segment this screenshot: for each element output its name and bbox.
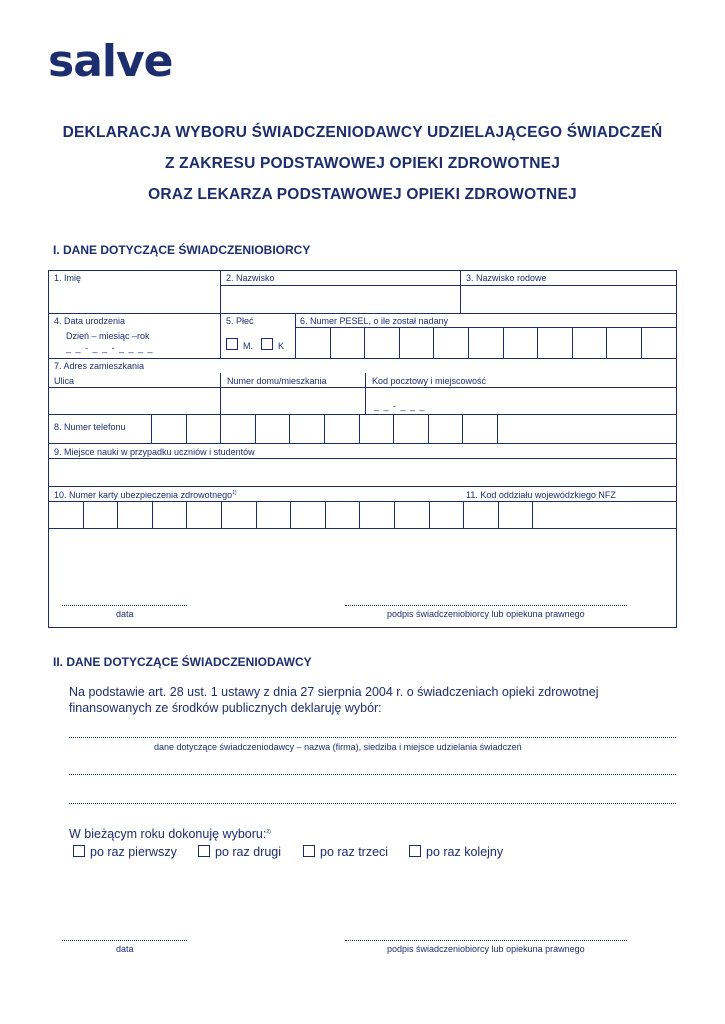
karta-digit-cell[interactable] — [221, 501, 257, 528]
pesel-digit-cell[interactable] — [330, 328, 366, 358]
plec-label: 5. Płeć — [226, 316, 254, 326]
imie-label: 1. Imię — [54, 273, 82, 283]
adres-label: 7. Adres zamieszkania — [54, 361, 145, 371]
provider-line-1[interactable] — [69, 737, 676, 738]
nazwisko-field[interactable] — [221, 286, 459, 313]
provider-line-2[interactable] — [69, 774, 676, 775]
podpis-label-2: podpis świadczeniobiorcy lub opiekuna prawnego — [387, 944, 585, 954]
karta-digit-cell[interactable] — [117, 501, 153, 528]
plec-k-option[interactable]: K — [261, 338, 284, 351]
pesel-digit-cell[interactable] — [433, 328, 469, 358]
nazwisko-label: 2. Nazwisko — [226, 273, 275, 283]
title-line-3: ORAZ LEKARZA PODSTAWOWEJ OPIEKI ZDROWOTNEJ — [148, 186, 577, 203]
pesel-digit-cell[interactable] — [399, 328, 435, 358]
phone-digit-cell[interactable] — [220, 414, 256, 443]
oddzial-label: 11. Kod oddziału wojewódzkiego NFZ — [466, 490, 616, 500]
karta-label: 10. Numer karty ubezpieczenia zdrowotnego$^{1)}$ — [54, 490, 237, 500]
title-line-1: DEKLARACJA WYBORU ŚWIADCZENIODAWCY UDZIELAJĄCEGO ŚWIADCZEŃ — [62, 124, 663, 141]
data-urodzenia-mask[interactable]: _ _ - _ _ - _ _ _ _ — [66, 343, 154, 353]
checkbox-icon[interactable] — [198, 845, 210, 857]
wybor-label: W bieżącym roku dokonuję wyboru:$^{2)}$ — [69, 827, 271, 842]
karta-digit-cell[interactable] — [48, 501, 84, 528]
pesel-digit-cell[interactable] — [606, 328, 642, 358]
title-line-2: Z ZAKRESU PODSTAWOWEJ OPIEKI ZDROWOTNEJ — [164, 155, 561, 172]
wybor-footnote: 2) — [266, 829, 271, 835]
legal-paragraph-line-2: finansowanych ze środków publicznych deklaruję wybór: — [69, 701, 382, 715]
phone-digit-cell[interactable] — [151, 414, 187, 443]
checkbox-icon[interactable] — [303, 845, 315, 857]
pesel-digit-cell[interactable] — [572, 328, 608, 358]
karta-digit-cell[interactable] — [498, 501, 534, 528]
data-label-2: data — [116, 944, 134, 954]
ulica-label: Ulica — [54, 376, 75, 386]
phone-digit-cell[interactable] — [359, 414, 395, 443]
karta-digit-cell[interactable] — [152, 501, 188, 528]
checkbox-icon[interactable] — [409, 845, 421, 857]
checkbox-icon[interactable] — [261, 338, 273, 350]
numer-domu-field[interactable] — [221, 388, 364, 413]
imie-field[interactable] — [49, 285, 219, 313]
checkbox-icon[interactable] — [73, 845, 85, 857]
karta-digit-cell[interactable] — [83, 501, 119, 528]
phone-digit-cell[interactable] — [393, 414, 429, 443]
data-label-1: data — [116, 609, 134, 619]
phone-digit-cell[interactable] — [255, 414, 291, 443]
option-kolejny[interactable]: po raz kolejny — [409, 845, 503, 859]
karta-footnote: 1) — [232, 490, 237, 496]
data-line-1[interactable] — [62, 605, 187, 606]
pesel-digit-cell[interactable] — [468, 328, 504, 358]
podpis-label-1: podpis świadczeniobiorcy lub opiekuna prawnego — [387, 609, 585, 619]
phone-digit-cell[interactable] — [186, 414, 222, 443]
phone-digit-cell[interactable] — [324, 414, 360, 443]
karta-digit-cell[interactable] — [256, 501, 292, 528]
provider-line-3[interactable] — [69, 803, 676, 804]
salve-logo: salve — [48, 36, 173, 87]
telefon-label: 8. Numer telefonu — [54, 422, 126, 432]
nazwisko-rodowe-label: 3. Nazwisko rodowe — [466, 273, 547, 283]
pesel-digit-cell[interactable] — [364, 328, 400, 358]
kod-pocztowy-field[interactable]: _ _ - _ _ _ — [374, 401, 426, 411]
karta-digit-cell[interactable] — [463, 501, 499, 528]
karta-digit-cell[interactable] — [359, 501, 395, 528]
karta-digit-cell[interactable] — [186, 501, 222, 528]
karta-digit-cell[interactable] — [429, 501, 465, 528]
option-pierwszy[interactable]: po raz pierwszy — [73, 845, 177, 859]
nazwisko-rodowe-field[interactable] — [461, 286, 674, 313]
option-trzeci[interactable]: po raz trzeci — [303, 845, 388, 859]
pesel-digit-cell[interactable] — [295, 328, 331, 358]
karta-digit-cell[interactable] — [394, 501, 430, 528]
phone-digit-cell[interactable] — [462, 414, 498, 443]
ulica-field[interactable] — [49, 388, 219, 413]
pesel-label: 6. Numer PESEL, o ile został nadany — [300, 316, 449, 326]
pesel-digit-cell[interactable] — [503, 328, 539, 358]
plec-m-option[interactable]: M. — [226, 338, 253, 351]
pesel-digit-cell[interactable] — [537, 328, 573, 358]
phone-digit-cell[interactable] — [428, 414, 464, 443]
data-urodzenia-label: 4. Data urodzenia — [54, 316, 126, 326]
legal-paragraph-line-1: Na podstawie art. 28 ust. 1 ustawy z dnia 27 sierpnia 2004 r. o świadczeniach opieki zdrowotnej — [69, 685, 599, 699]
miejsce-nauki-label: 9. Miejsce nauki w przypadku uczniów i studentów — [54, 447, 255, 457]
checkbox-icon[interactable] — [226, 338, 238, 350]
podpis-line-1[interactable] — [345, 605, 627, 606]
karta-digit-cell[interactable] — [325, 501, 361, 528]
pesel-digit-cell[interactable] — [641, 328, 677, 358]
miejsce-nauki-field[interactable] — [49, 459, 675, 485]
kod-pocztowy-label: Kod pocztowy i miejscowość — [372, 376, 487, 386]
karta-digit-cell[interactable] — [290, 501, 326, 528]
data-line-2[interactable] — [62, 940, 187, 941]
option-drugi[interactable]: po raz drugi — [198, 845, 281, 859]
phone-digit-cell[interactable] — [289, 414, 325, 443]
data-format-hint: Dzień – miesiąc –rok — [66, 331, 150, 341]
numer-domu-label: Numer domu/mieszkania — [227, 376, 327, 386]
provider-caption: dane dotyczące świadczeniodawcy – nazwa (firma), siedziba i miejsce udzielania świadczeń — [154, 742, 522, 752]
section-2-heading: II. DANE DOTYCZĄCE ŚWIADCZENIODAWCY — [53, 655, 312, 669]
podpis-line-2[interactable] — [345, 940, 627, 941]
section-1-heading: I. DANE DOTYCZĄCE ŚWIADCZENIOBIORCY — [53, 243, 311, 257]
